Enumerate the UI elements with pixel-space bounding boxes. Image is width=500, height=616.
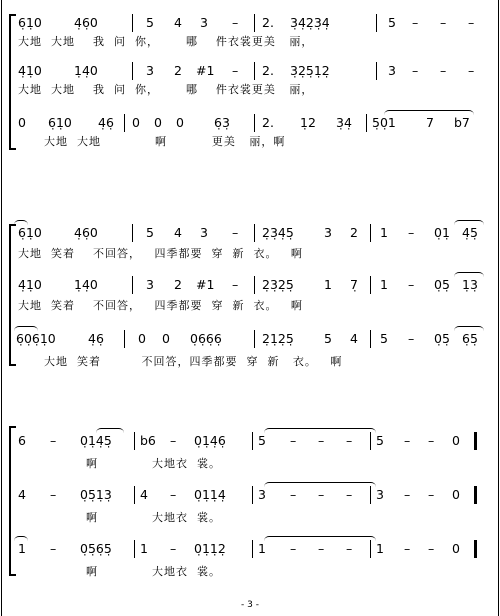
note: 0 xyxy=(132,115,140,130)
note: 2 xyxy=(174,63,182,78)
note: – xyxy=(428,541,435,556)
note: 1 xyxy=(140,541,148,556)
note: – xyxy=(170,487,177,502)
barline xyxy=(132,14,133,32)
staff-1-part-3 xyxy=(14,114,496,132)
note: 0 xyxy=(162,331,170,346)
note: 0 xyxy=(452,433,460,448)
note: – xyxy=(318,541,325,556)
note: 0̣5̣ xyxy=(434,277,450,292)
barline xyxy=(370,224,371,242)
note: 3 xyxy=(146,63,154,78)
barline xyxy=(254,114,255,132)
note: – xyxy=(346,487,353,502)
note: 0̣5̣1̣3̣ xyxy=(80,487,112,502)
lyrics-1-part-3 xyxy=(14,134,496,150)
lyric-line: 啊 大地衣 裳。 xyxy=(86,457,221,470)
note: 0̣1̣1̣2̣ xyxy=(194,541,226,556)
note: 3̣4̣ xyxy=(336,115,352,130)
note: 6 xyxy=(18,433,26,448)
tie xyxy=(264,428,376,433)
note: 1 xyxy=(324,277,332,292)
note: 4 xyxy=(174,15,182,30)
note: – xyxy=(50,541,57,556)
note: 5 xyxy=(258,433,266,448)
staff-1-part-2 xyxy=(14,62,496,80)
note: – xyxy=(412,15,419,30)
note: 4̣5̣ xyxy=(462,225,478,240)
note: 1̣3̣ xyxy=(462,277,478,292)
lyrics-3-part-3 xyxy=(14,564,496,580)
note: – xyxy=(232,277,239,292)
note: 4 xyxy=(350,331,358,346)
note: – xyxy=(440,15,447,30)
note: 4 xyxy=(18,487,26,502)
slur xyxy=(14,536,28,541)
note: 5 xyxy=(376,433,384,448)
note: 4 xyxy=(174,225,182,240)
lyric-line: 大地 笑着 不回答， 四季都要 穿 新 衣。 啊 xyxy=(18,247,303,260)
staff-3-part-3 xyxy=(14,540,496,558)
note: – xyxy=(440,63,447,78)
note: 5 xyxy=(146,15,154,30)
note: 0 xyxy=(154,115,162,130)
note: 6̣3̣ xyxy=(214,115,230,130)
note: 0 xyxy=(452,487,460,502)
staff-3-part-1 xyxy=(14,432,496,450)
note: – xyxy=(232,225,239,240)
note: 1̣2 xyxy=(300,115,316,130)
note: 0̣1̣4̣5̣ xyxy=(80,433,112,448)
note: 5 xyxy=(380,331,388,346)
tie xyxy=(264,482,376,487)
note: – xyxy=(428,433,435,448)
note: 1 xyxy=(380,277,388,292)
note: 6̣1̣0 xyxy=(48,115,72,130)
note: 4̣6̣0 xyxy=(74,15,98,30)
barline xyxy=(254,330,255,348)
note: – xyxy=(428,487,435,502)
final-barline xyxy=(474,486,477,504)
note: – xyxy=(408,225,415,240)
lyric-line: 大地 大地 我 问 你， 哪 件衣裳更美 丽， xyxy=(18,83,314,96)
barline xyxy=(254,14,255,32)
note: b6 xyxy=(140,433,156,448)
note: – xyxy=(408,277,415,292)
note: 0̣6̣6̣6̣ xyxy=(190,331,222,346)
barline xyxy=(134,540,135,558)
barline xyxy=(134,486,135,504)
lyric-line: 大地 笑着 不回答，四季都要 穿 新 衣。 啊 xyxy=(44,355,343,368)
note: 4 xyxy=(140,487,148,502)
lyrics-1-part-2 xyxy=(14,82,496,98)
note: – xyxy=(346,541,353,556)
note: 4̣6̣0 xyxy=(74,225,98,240)
slur xyxy=(14,326,38,331)
note: 0 xyxy=(452,541,460,556)
note: 3 xyxy=(388,63,396,78)
note: 3 xyxy=(200,225,208,240)
note: 0̣5̣ xyxy=(434,331,450,346)
barline xyxy=(124,114,125,132)
note: – xyxy=(318,433,325,448)
note: 6̣1̣0 xyxy=(18,15,42,30)
note: 1̣4̣0 xyxy=(74,277,98,292)
note: 5 xyxy=(388,15,396,30)
note: – xyxy=(170,433,177,448)
note: – xyxy=(404,487,411,502)
lyrics-3-part-2 xyxy=(14,510,496,526)
note: – xyxy=(50,433,57,448)
note: 1 xyxy=(18,541,26,556)
barline xyxy=(254,62,255,80)
note: 1 xyxy=(376,541,384,556)
note: 4̣1̣0 xyxy=(18,277,42,292)
note: – xyxy=(318,487,325,502)
barline xyxy=(132,62,133,80)
note: 3 xyxy=(324,225,332,240)
note: 0 xyxy=(176,115,184,130)
staff-2-part-2 xyxy=(14,276,496,294)
note: – xyxy=(50,487,57,502)
note: 4̣6̣ xyxy=(98,115,114,130)
slur xyxy=(454,326,484,331)
staff-2-part-3 xyxy=(14,330,496,348)
note: 2̣1̣2̣5̣ xyxy=(262,331,294,346)
note: – xyxy=(468,15,475,30)
note: b7 xyxy=(454,115,470,130)
note: – xyxy=(290,433,297,448)
note: – xyxy=(232,63,239,78)
note: – xyxy=(404,541,411,556)
lyrics-1-part-1 xyxy=(14,34,496,50)
lyrics-2-part-2 xyxy=(14,298,496,314)
barline xyxy=(254,224,255,242)
note: 0̣1̣4̣6̣ xyxy=(194,433,226,448)
staff-3-part-2 xyxy=(14,486,496,504)
slur xyxy=(384,110,474,115)
note: 3 xyxy=(376,487,384,502)
staff-1-part-1 xyxy=(14,14,496,32)
barline xyxy=(134,432,135,450)
lyric-line: 啊 大地衣 裳。 xyxy=(86,511,221,524)
lyrics-2-part-3 xyxy=(14,354,496,370)
note: 4̣6̣ xyxy=(88,331,104,346)
note: 0 xyxy=(18,115,26,130)
slur xyxy=(96,428,124,433)
note: 0̣5̣6̣5̣ xyxy=(80,541,112,556)
note: – xyxy=(346,433,353,448)
barline xyxy=(370,276,371,294)
lyric-line: 大地 大地 啊 更美 丽，啊 xyxy=(44,135,286,148)
note: – xyxy=(290,487,297,502)
note: 4̣1̣0 xyxy=(18,63,42,78)
note: 0̣1̣ xyxy=(434,225,450,240)
barline xyxy=(376,14,377,32)
note: 5 xyxy=(324,331,332,346)
barline xyxy=(366,114,367,132)
lyrics-2-part-1 xyxy=(14,246,496,262)
note: 7 xyxy=(426,115,434,130)
slur xyxy=(454,220,484,225)
page-border-right xyxy=(498,0,499,616)
barline xyxy=(132,276,133,294)
note: – xyxy=(170,541,177,556)
barline xyxy=(370,330,371,348)
note: 0 xyxy=(138,331,146,346)
note: 5 xyxy=(146,225,154,240)
note: #1 xyxy=(196,63,215,78)
note: 6̣0̣6̣1̣0 xyxy=(16,331,56,346)
note: 3̣4̣2̣3̣4̣ xyxy=(290,15,330,30)
note: 1 xyxy=(380,225,388,240)
note: – xyxy=(468,63,475,78)
note: 0̣1̣1̣4̣ xyxy=(194,487,226,502)
note: – xyxy=(232,15,239,30)
note: #1 xyxy=(196,277,215,292)
note: 3 xyxy=(146,277,154,292)
note: 3̣2̣5̣1̣2̣ xyxy=(290,63,330,78)
lyric-line: 大地 大地 我 问 你， 哪 件衣裳更美 丽， xyxy=(18,35,314,48)
barline xyxy=(252,486,253,504)
note: 2. xyxy=(262,63,274,78)
final-barline xyxy=(474,432,477,450)
note: – xyxy=(404,433,411,448)
barline xyxy=(376,62,377,80)
slur xyxy=(454,272,484,277)
note: 2̣3̣4̣5̣ xyxy=(262,225,294,240)
lyrics-3-part-1 xyxy=(14,456,496,472)
note: 3 xyxy=(200,15,208,30)
page-border-left xyxy=(1,0,2,616)
note: 2̣3̣2̣5̣ xyxy=(262,277,294,292)
barline xyxy=(132,224,133,242)
barline xyxy=(254,276,255,294)
note: – xyxy=(412,63,419,78)
barline xyxy=(252,540,253,558)
slur xyxy=(14,220,28,225)
note: 7̣ xyxy=(350,277,358,292)
note: 3 xyxy=(258,487,266,502)
note: 2. xyxy=(262,115,274,130)
note: 2 xyxy=(174,277,182,292)
note: 1̣4̣0 xyxy=(74,63,98,78)
note: 1 xyxy=(258,541,266,556)
note: 2. xyxy=(262,15,274,30)
note: 5̣0̣1 xyxy=(372,115,396,130)
lyric-line: 大地 笑着 不回答， 四季都要 穿 新 衣。 啊 xyxy=(18,299,303,312)
tie xyxy=(264,536,376,541)
lyric-line: 啊 大地衣 裳。 xyxy=(86,565,221,578)
barline xyxy=(370,540,371,558)
page-number: - 3 - xyxy=(241,600,259,610)
barline xyxy=(370,486,371,504)
note: 6̣1̣0 xyxy=(18,225,42,240)
barline xyxy=(370,432,371,450)
staff-2-part-1 xyxy=(14,224,496,242)
final-barline xyxy=(474,540,477,558)
barline xyxy=(124,330,125,348)
note: – xyxy=(290,541,297,556)
note: 2 xyxy=(350,225,358,240)
note: – xyxy=(408,331,415,346)
barline xyxy=(252,432,253,450)
note: 6̣5̣ xyxy=(462,331,478,346)
